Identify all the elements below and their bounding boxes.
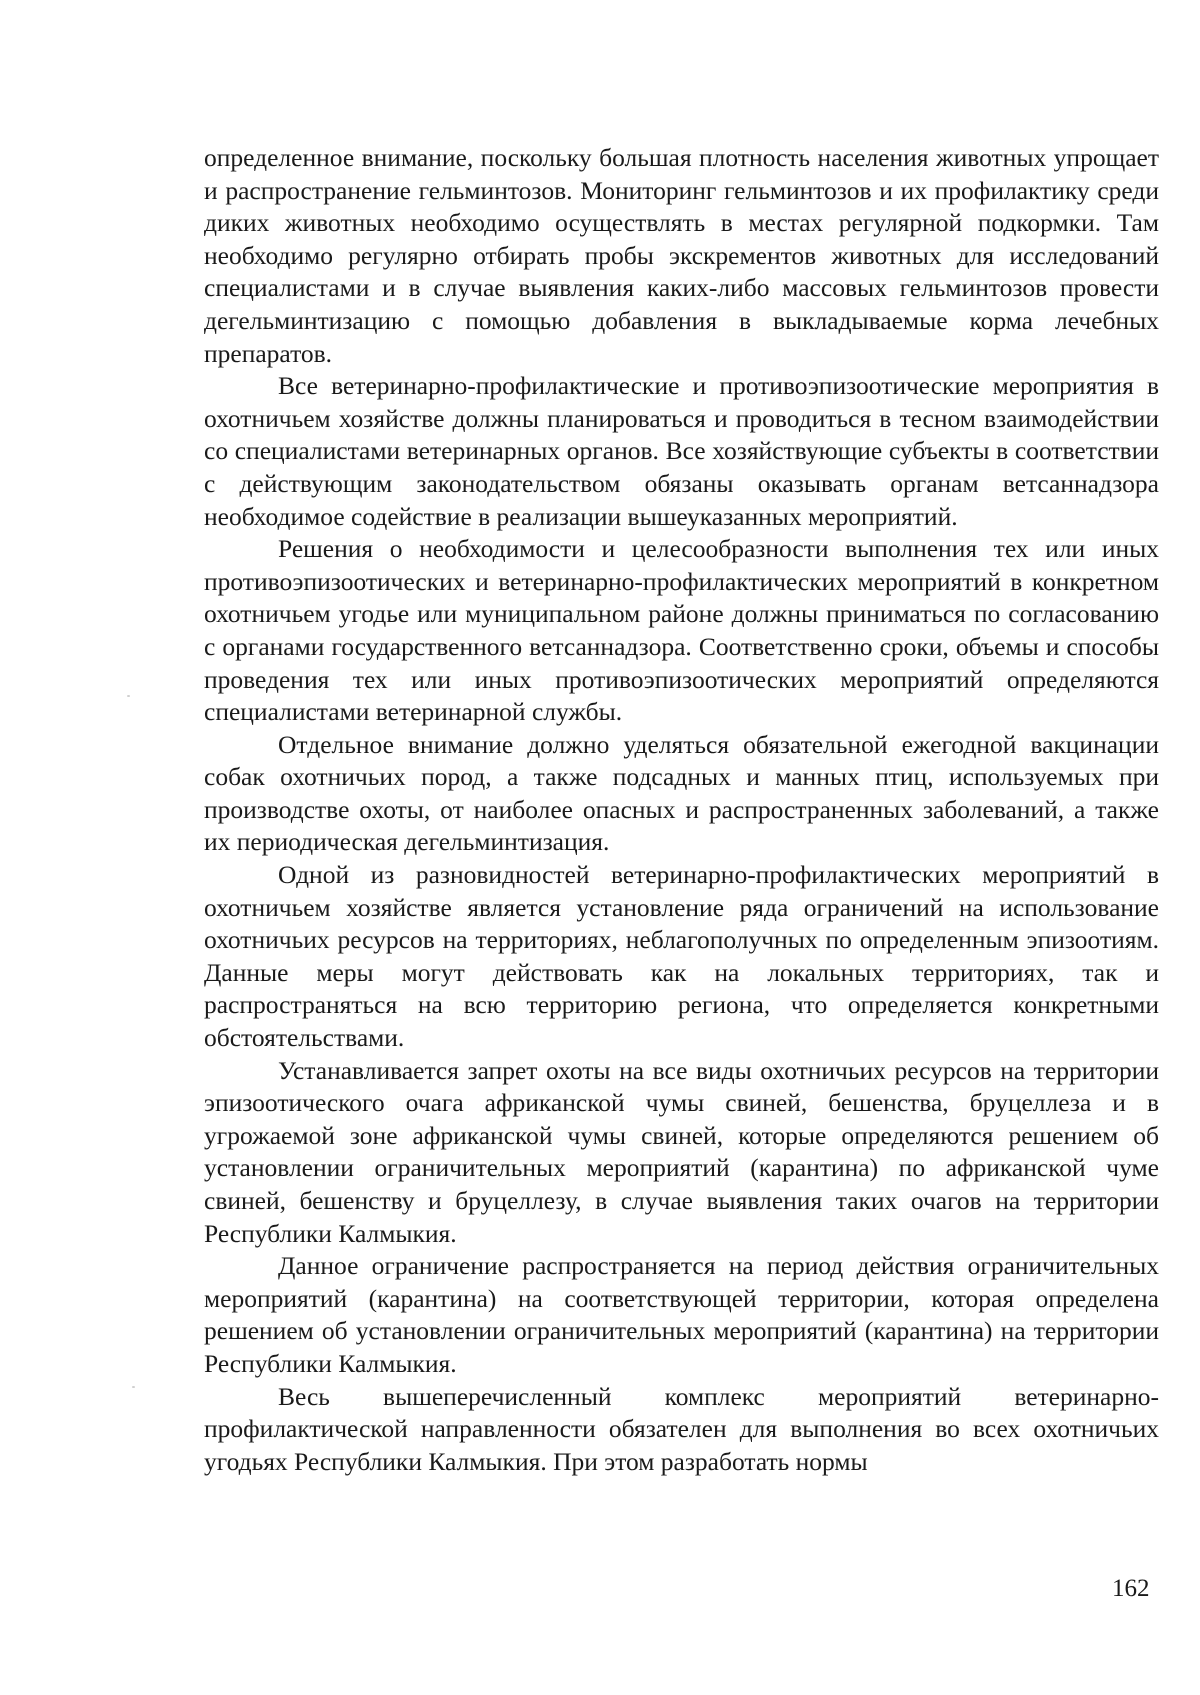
scan-speck <box>127 695 130 697</box>
paragraph: определенное внимание, поскольку большая плотность населения животных упрощает и распространение гельминтозов. Мониторинг гельминтозов и их профилактику среди диких животных необходимо осуществлять в местах регулярной подкормки. Там необходимо регулярно отбирать пробы экскрементов животных для исследований специалистами и в случае выявления каких-либо массовых гельминтозов провести дегельминтизацию с помощью добавления в выкладываемые корма лечебных препаратов. <box>204 143 1159 368</box>
paragraph: Решения о необходимости и целесообразности выполнения тех или иных противоэпизоотических и ветеринарно-профилактических мероприятий в конкретном охотничьем угодье или муниципальном районе должны приниматься по согласованию с органами государственного ветсаннадзора. Соответственно сроки, объемы и способы проведения тех или иных противоэпизоотических мероприятий определяются специалистами ветеринарной службы. <box>204 534 1159 727</box>
scan-speck <box>132 1386 135 1388</box>
paragraph: Отдельное внимание должно уделяться обязательной ежегодной вакцинации собак охотничьих пород, а также подсадных и манных птиц, используемых при производстве охоты, от наиболее опасных и распространенных заболеваний, а также их периодическая дегельминтизация. <box>204 729 1159 857</box>
paragraph: Все ветеринарно-профилактические и противоэпизоотические мероприятия в охотничьем хозяйстве должны планироваться и проводиться в тесном взаимодействии со специалистами ветеринарных органов. Все хозяйствующие субъекты в соответствии с действующим законодательством обязаны оказывать органам ветсаннадзора необходимое содействие в реализации вышеуказанных мероприятий. <box>204 371 1159 531</box>
paragraph: Устанавливается запрет охоты на все виды охотничьих ресурсов на территории эпизоотического очага африканской чумы свиней, бешенства, бруцеллеза и в угрожаемой зоне африканской чумы свиней, которые определяются решением об установлении ограничительных мероприятий (карантина) по африканской чуме свиней, бешенству и бруцеллезу, в случае выявления таких очагов на территории Республики Калмыкия. <box>204 1055 1159 1248</box>
paragraph: Весь вышеперечисленный комплекс мероприятий ветеринарно-профилактической направленности обязателен для выполнения во всех охотничьих угодьях Республики Калмыкия. При этом разработать нормы <box>204 1381 1159 1476</box>
document-body <box>204 142 1159 1478</box>
paragraph: Одной из разновидностей ветеринарно-профилактических мероприятий в охотничьем хозяйстве является установление ряда ограничений на использование охотничьих ресурсов на территориях, неблагополучных по определенным эпизоотиям. Данные меры могут действовать как на локальных территориях, так и распространяться на всю территорию региона, что определяется конкретными обстоятельствами. <box>204 860 1159 1053</box>
page-number: 162 <box>1112 1575 1150 1602</box>
paragraph: Данное ограничение распространяется на период действия ограничительных мероприятий (карантина) на соответствующей территории, которая определена решением об установлении ограничительных мероприятий (карантина) на территории Республики Калмыкия. <box>204 1251 1159 1378</box>
